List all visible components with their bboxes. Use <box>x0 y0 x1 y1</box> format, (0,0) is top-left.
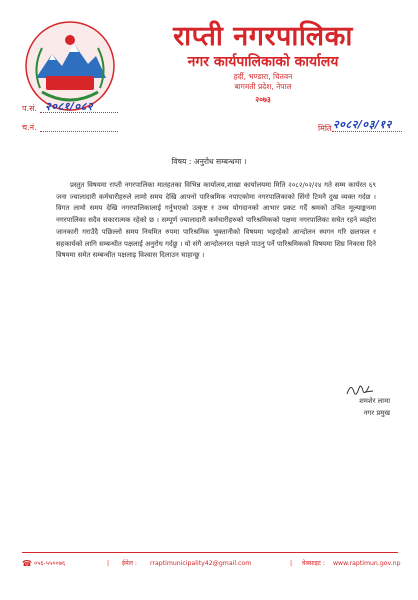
office-name: नगर कार्यपालिकाको कार्यालय <box>187 54 339 70</box>
footer-email-label: ईमेल : <box>122 560 137 567</box>
letter-body: प्रस्तुत विषयमा राप्ती नगरपालिका मातहतका विभिन्न कार्यालय,शाखा कार्यालयमा मिति २०८२/०२/२४ गते सम्म कार्यरत ६९ जना ज्यालादारी कर्मचारीहरुले लामो समय देखि आफ्नो पारिश्रमिक नपाएकोमा नगरपालिकाको सिंगो टिमनै दुख व्यक्त गर्दछ । विगत लामो समय देखि नगरपालिकालाई गर्नुभएको उत्कृष्ट र उच्च योगदानको आभार प्रकट गर्दै श्रमको उचित मूल्याङ्कनमा नगरपालिका सदैव सकारात्मक रहेको छ । सम्पूर्ण ज्यालादारी कर्मचारीहरुको पारिश्रमिकको पक्षमा नगरपालिका सचेत रहने व्यहोरा जानकारी गराउँदै पछिल्लो समय नियमित रुपमा पारिश्रमिक भुक्तानीको विषयमा भइरहेको आन्दोलन स्थगन गरि छलफल र सहकार्यको लागि सम्बन्धीत पक्षलाई अनुरोध गर्दछु । यो संगै आन्दोलनरत पक्षले पाउनु पर्ने पारिश्रमिकको विषयमा शिघ्र निकास दिने विषयमा समेत सम्बन्धीत पक्षलाइ विश्वास दिलाउन चाहान्छु । <box>56 181 376 260</box>
signatory-title: नगर प्रमुख <box>363 409 390 417</box>
reference-label: प.सं. <box>22 104 38 113</box>
dispatch-underline <box>40 131 118 132</box>
letter-subject: विषय : अनुरोध सम्बन्धमा । <box>171 157 247 166</box>
footer-separator: | <box>107 560 110 567</box>
date-underline <box>332 131 402 132</box>
reference-underline <box>40 112 118 113</box>
footer-website-label: वेबसाइट : <box>302 560 325 567</box>
signatory-name: शमशेर लामा <box>359 397 390 405</box>
address-line-1: हर्दी, भण्डारा, चितवन <box>233 72 293 81</box>
footer-contact <box>22 558 401 570</box>
address-line-2: बागमती प्रदेश, नेपाल <box>234 82 292 91</box>
date-value: २०८२/०३/१२ <box>333 118 392 131</box>
footer-website[interactable]: www.raptimun.gov.np <box>333 560 401 567</box>
footer-separator: | <box>290 560 293 567</box>
date-label: मिति <box>318 124 332 133</box>
phone-icon: ☎ <box>22 559 32 568</box>
footer-phone: ०५६-५५००७६ <box>34 560 66 567</box>
dispatch-label: च.नं. <box>22 123 37 132</box>
footer-email[interactable]: rraptimunicipality42@gmail.com <box>150 560 252 567</box>
established-year: २०७३ <box>255 95 271 104</box>
footer-divider <box>22 552 398 553</box>
reference-number: २०८१/०८२ <box>45 100 94 113</box>
organization-name: राप्ती नगरपालिका <box>173 21 353 52</box>
